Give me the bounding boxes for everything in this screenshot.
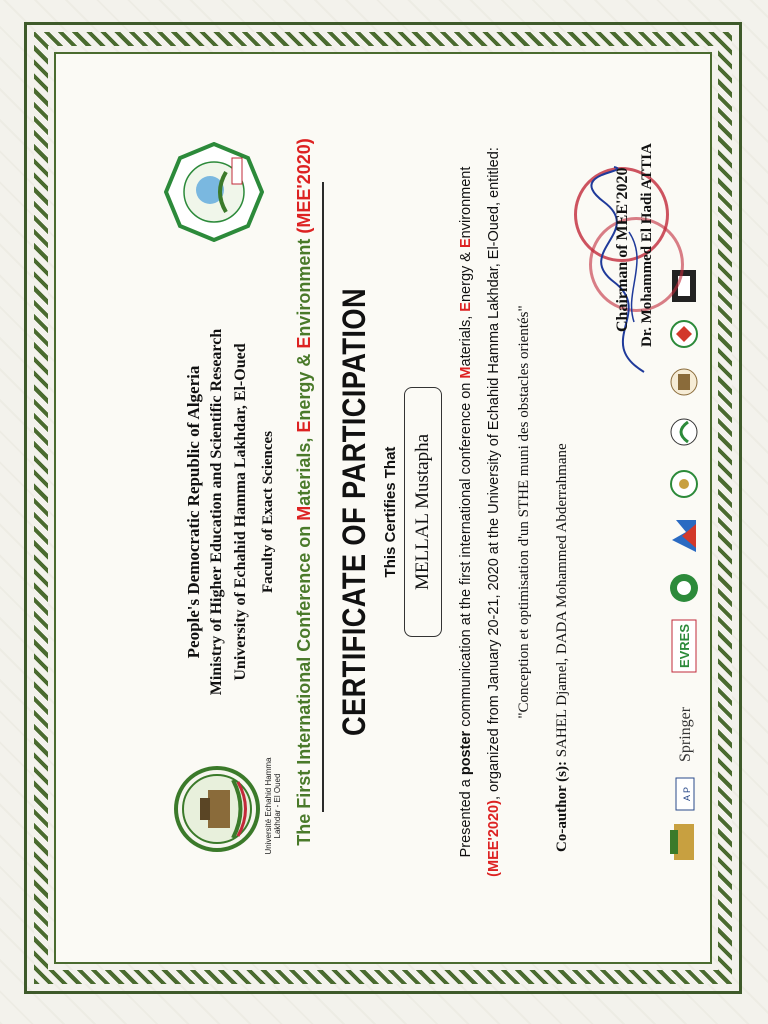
body-text: aterials, bbox=[458, 311, 474, 367]
sponsor-logo bbox=[668, 822, 700, 862]
chairman-name: Dr. Mohammed El Hadi ATTIA bbox=[639, 143, 655, 347]
sponsor-logo bbox=[668, 362, 700, 402]
sponsor-logo bbox=[668, 566, 700, 610]
body-letter-e2: E bbox=[458, 238, 474, 249]
chairman-role: Chairman of MEE'2020 bbox=[614, 167, 631, 332]
body-letter-e1: E bbox=[458, 302, 474, 312]
coauthors bbox=[554, 443, 571, 852]
communication-title: "Conception et optimisation d'un STHE muni des obstacles orientés" bbox=[516, 305, 532, 719]
coauthors-names: SAHEL Djamel, DADA Mohammed Abderrahmane bbox=[554, 443, 570, 758]
conference-prefix: The First International Conference on bbox=[294, 520, 314, 846]
sponsor-logos bbox=[664, 362, 704, 862]
presentation-type: poster bbox=[458, 730, 474, 776]
sponsor-logo bbox=[668, 774, 700, 814]
presentation-line bbox=[458, 102, 474, 922]
evres-text: EVRES bbox=[677, 623, 692, 669]
participant-name: MELLAL Mustapha bbox=[404, 387, 442, 637]
sponsor-logo bbox=[668, 514, 700, 558]
conf-aterials: aterials, bbox=[294, 432, 314, 506]
svg-text:A P: A P bbox=[682, 786, 692, 802]
university-line: University of Echahid Hamma Lakhdar, El-Oued bbox=[232, 343, 249, 681]
conf-letter-e2: E bbox=[294, 336, 314, 349]
sponsor-logo bbox=[668, 314, 700, 354]
ministry-line: Ministry of Higher Education and Scientific Research bbox=[208, 328, 225, 696]
country-line: People's Democratic Republic of Algeria bbox=[184, 365, 203, 659]
body-text: nvironment bbox=[458, 166, 474, 239]
sponsor-logo bbox=[668, 462, 700, 506]
title-rule bbox=[322, 182, 324, 812]
body-text: Presented a bbox=[458, 775, 474, 858]
conf-letter-m: M bbox=[294, 505, 314, 521]
body-text: nergy & bbox=[458, 248, 474, 303]
conference-acronym: (MEE'2020) bbox=[486, 800, 502, 877]
springer-logo bbox=[668, 682, 700, 766]
certificate-content bbox=[64, 62, 704, 962]
body-text: , organized from January 20-21, 2020 at the University of Echahid Hamma Lakhdar, El-Oued, entitled: bbox=[486, 147, 502, 801]
sponsor-logo bbox=[668, 410, 700, 454]
university-logo-caption: Université Echahid Hamma Lakhdar - El Oued bbox=[264, 757, 282, 855]
conf-letter-e1: E bbox=[294, 420, 314, 433]
conference-logo bbox=[164, 142, 264, 242]
springer-text: Springer bbox=[677, 706, 694, 762]
coauthors-label: Co-author (s): bbox=[554, 761, 570, 852]
conf-nergy: nergy & bbox=[294, 348, 314, 421]
body-letter-m: M bbox=[458, 366, 474, 379]
conference-title bbox=[294, 112, 315, 872]
evres-logo bbox=[668, 618, 700, 674]
certificate-title: CERTIFICATE OF PARTICIPATION bbox=[336, 287, 372, 737]
organization-line bbox=[486, 102, 502, 922]
body-text: communication at the first international conference on bbox=[458, 378, 474, 731]
faculty-line: Faculty of Exact Sciences bbox=[260, 430, 276, 594]
certifies-line: This Certifies That bbox=[382, 446, 399, 578]
conf-nvironment: nvironment bbox=[294, 233, 314, 337]
conf-acronym: (MEE'2020) bbox=[294, 138, 314, 234]
